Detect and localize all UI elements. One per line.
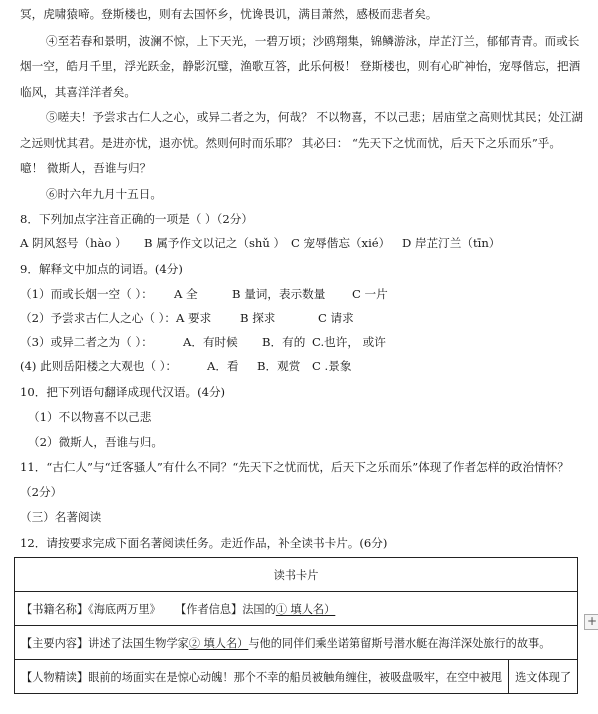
q9-item-3: （3）或异二者之为（ ）： — [20, 335, 153, 349]
q9-item-2-option-b: B 探求 — [240, 311, 276, 325]
card-excerpt-cell — [15, 660, 509, 694]
passage-line-1: 冥，虎啸猿啼。登斯楼也，则有去国怀乡，忧谗畏讥，满目萧然，感极而悲者矣。 — [20, 7, 438, 21]
author-label: 【作者信息】 — [175, 602, 243, 616]
card-content-row — [15, 626, 578, 660]
q9-stem: 9．解释文中加点的词语。(4分) — [20, 262, 183, 276]
q11-stem: 11．“古仁人”与“迁客骚人”有什么不同？“先天下之忧而忧，后天下之乐而乐”体现了作者怎样的政治情怀？ — [20, 460, 569, 474]
passage-line-4: 临风，其喜洋洋者矣。 — [20, 85, 136, 99]
q9-item-1-option-a: A 全 — [174, 287, 198, 301]
content-prefix: 讲述了法国生物学家 — [88, 636, 189, 650]
excerpt-label: 【人物精读】 — [21, 670, 89, 684]
author-blank[interactable]: ① 填人名） — [275, 602, 336, 616]
excerpt-text: 眼前的场面实在是惊心动魄！那个不幸的船员被触角缠住，被吸盘吸牢，在空中被甩 — [88, 670, 503, 684]
q8-stem: 8．下列加点字注音正确的一项是（ ）（2分） — [20, 212, 253, 226]
q8-option-d: D 岸芷汀兰（tīn） — [402, 236, 501, 250]
add-icon[interactable]: + — [584, 614, 598, 630]
q8-option-c: C 宠辱偕忘（xié） — [291, 236, 391, 250]
passage-line-5: ⑤嗟夫！予尝求古仁人之心，或异二者之为，何哉？ 不以物喜，不以己悲；居庙堂之高则忧其民；处江湖 — [46, 110, 584, 124]
q12-stem: 12．请按要求完成下面名著阅读任务。走近作品，补全读书卡片。(6分) — [20, 536, 388, 550]
q8-option-a: A 阴风怒号（hào ） — [20, 236, 127, 250]
q9-item-1: （1）而或长烟一空（ ）： — [20, 287, 153, 301]
q10-sentence-1: （1）不以物喜不以己悲 — [28, 410, 152, 424]
q9-item-3-option-c: C.也许， 或许 — [312, 335, 386, 349]
passage-line-6: 之远则忧其君。是进亦忧，退亦忧。然则何时而乐耶？ 其必曰： “先天下之忧而忧，后天下之乐而乐”乎。 — [20, 136, 561, 150]
card-book-row — [15, 592, 578, 626]
q9-item-4-option-a: A．看 — [207, 359, 239, 373]
q9-item-2: （2）予尝求古仁人之心（ ）：A 要求 — [20, 311, 212, 325]
q9-item-4: (4) 此则岳阳楼之大观也（ ）： — [20, 359, 178, 373]
content-suffix: 与他的同伴们乘坐诺第留斯号潜水艇在海洋深处旅行的故事。 — [248, 636, 551, 650]
card-title: 读书卡片 — [15, 558, 578, 592]
author-prefix: 法国的 — [242, 602, 276, 616]
q11-score: （2分） — [20, 485, 63, 499]
content-label: 【主要内容】 — [21, 636, 89, 650]
passage-line-7: 噫！ 微斯人，吾谁与归？ — [20, 161, 152, 175]
q9-item-1-option-c: C 一片 — [352, 287, 388, 301]
book-label: 【书籍名称】 — [21, 602, 89, 616]
q9-item-3-option-b: B．有的 — [262, 335, 306, 349]
reading-card — [14, 557, 578, 694]
passage-line-8: ⑥时六年九月十五日。 — [46, 187, 162, 201]
passage-line-2: ④至若春和景明，波澜不惊，上下天光，一碧万顷；沙鸥翔集，锦鳞游泳，岸芷汀兰，郁郁青青。而或长 — [46, 34, 580, 48]
q9-item-3-option-a: A．有时候 — [183, 335, 238, 349]
book-name: 《海底两万里》 — [88, 602, 161, 616]
section-heading: （三）名著阅读 — [20, 510, 102, 524]
card-excerpt-side: 选文体现了 — [509, 660, 578, 694]
passage-line-3: 烟一空，皓月千里，浮光跃金，静影沉璧，渔歌互答，此乐何极！ 登斯楼也，则有心旷神怡，宠辱偕忘，把酒 — [20, 59, 581, 73]
content-blank[interactable]: ② 填人名） — [188, 636, 249, 650]
q9-item-1-option-b: B 量词，表示数量 — [232, 287, 326, 301]
q10-sentence-2: （2）微斯人，吾谁与归。 — [28, 435, 163, 449]
q10-stem: 10．把下列语句翻译成现代汉语。(4分) — [20, 385, 226, 399]
q9-item-4-option-b: B．观赏 — [257, 359, 301, 373]
q9-item-2-option-c: C 请求 — [318, 311, 354, 325]
q9-item-4-option-c: C .景象 — [312, 359, 352, 373]
q8-option-b: B 属予作文以记之（shǔ ） — [144, 236, 286, 250]
